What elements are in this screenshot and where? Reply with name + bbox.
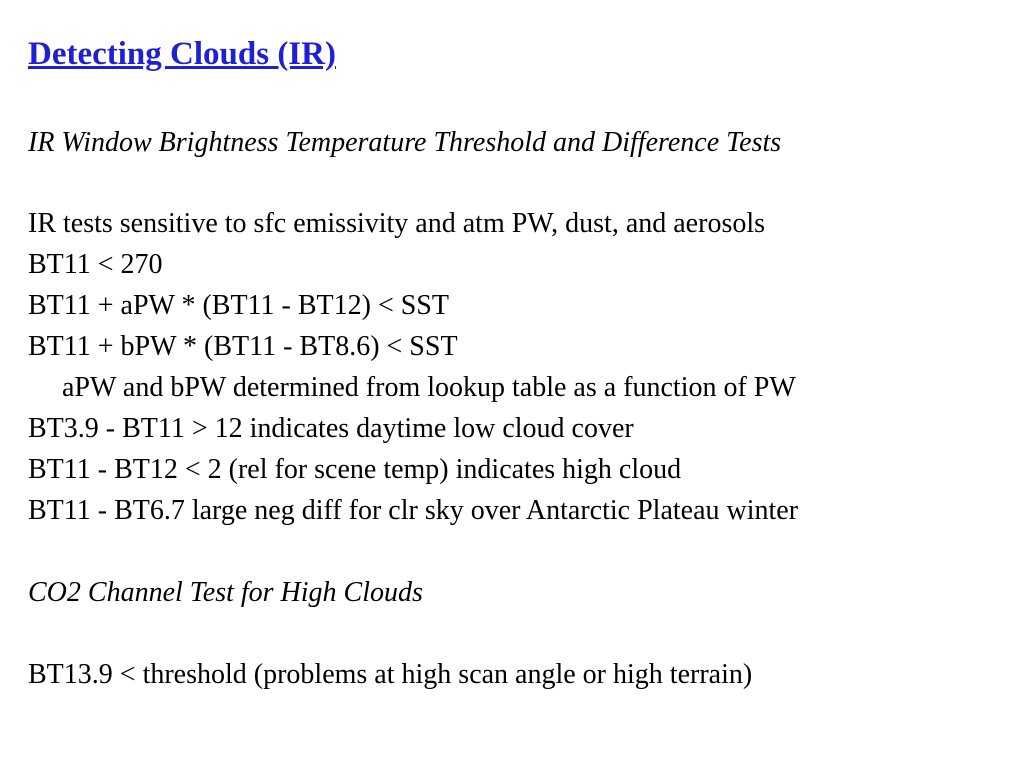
text-line: BT13.9 < threshold (problems at high scan angle or high terrain) — [28, 659, 753, 690]
text-line: BT11 + aPW * (BT11 - BT12) < SST — [28, 290, 449, 321]
text-line: BT11 + bPW * (BT11 - BT8.6) < SST — [28, 331, 458, 362]
spacer — [28, 531, 1008, 572]
section1-heading: IR Window Brightness Temperature Threshold and Difference Tests — [28, 127, 782, 158]
section1-body — [28, 203, 1008, 531]
spacer — [28, 613, 1008, 654]
section2-heading: CO2 Channel Test for High Clouds — [28, 577, 423, 608]
section2-body — [28, 654, 1008, 695]
slide-content — [28, 34, 1008, 695]
text-line: IR tests sensitive to sfc emissivity and atm PW, dust, and aerosols — [28, 208, 766, 239]
text-line-indented: aPW and bPW determined from lookup table as a function of PW — [62, 372, 796, 403]
text-line: BT11 - BT6.7 large neg diff for clr sky over Antarctic Plateau winter — [28, 495, 799, 526]
text-line: BT3.9 - BT11 > 12 indicates daytime low cloud cover — [28, 413, 634, 444]
text-line: BT11 - BT12 < 2 (rel for scene temp) indicates high cloud — [28, 454, 682, 485]
text-line: BT11 < 270 — [28, 249, 163, 280]
slide-title[interactable]: Detecting Clouds (IR) — [28, 36, 336, 72]
